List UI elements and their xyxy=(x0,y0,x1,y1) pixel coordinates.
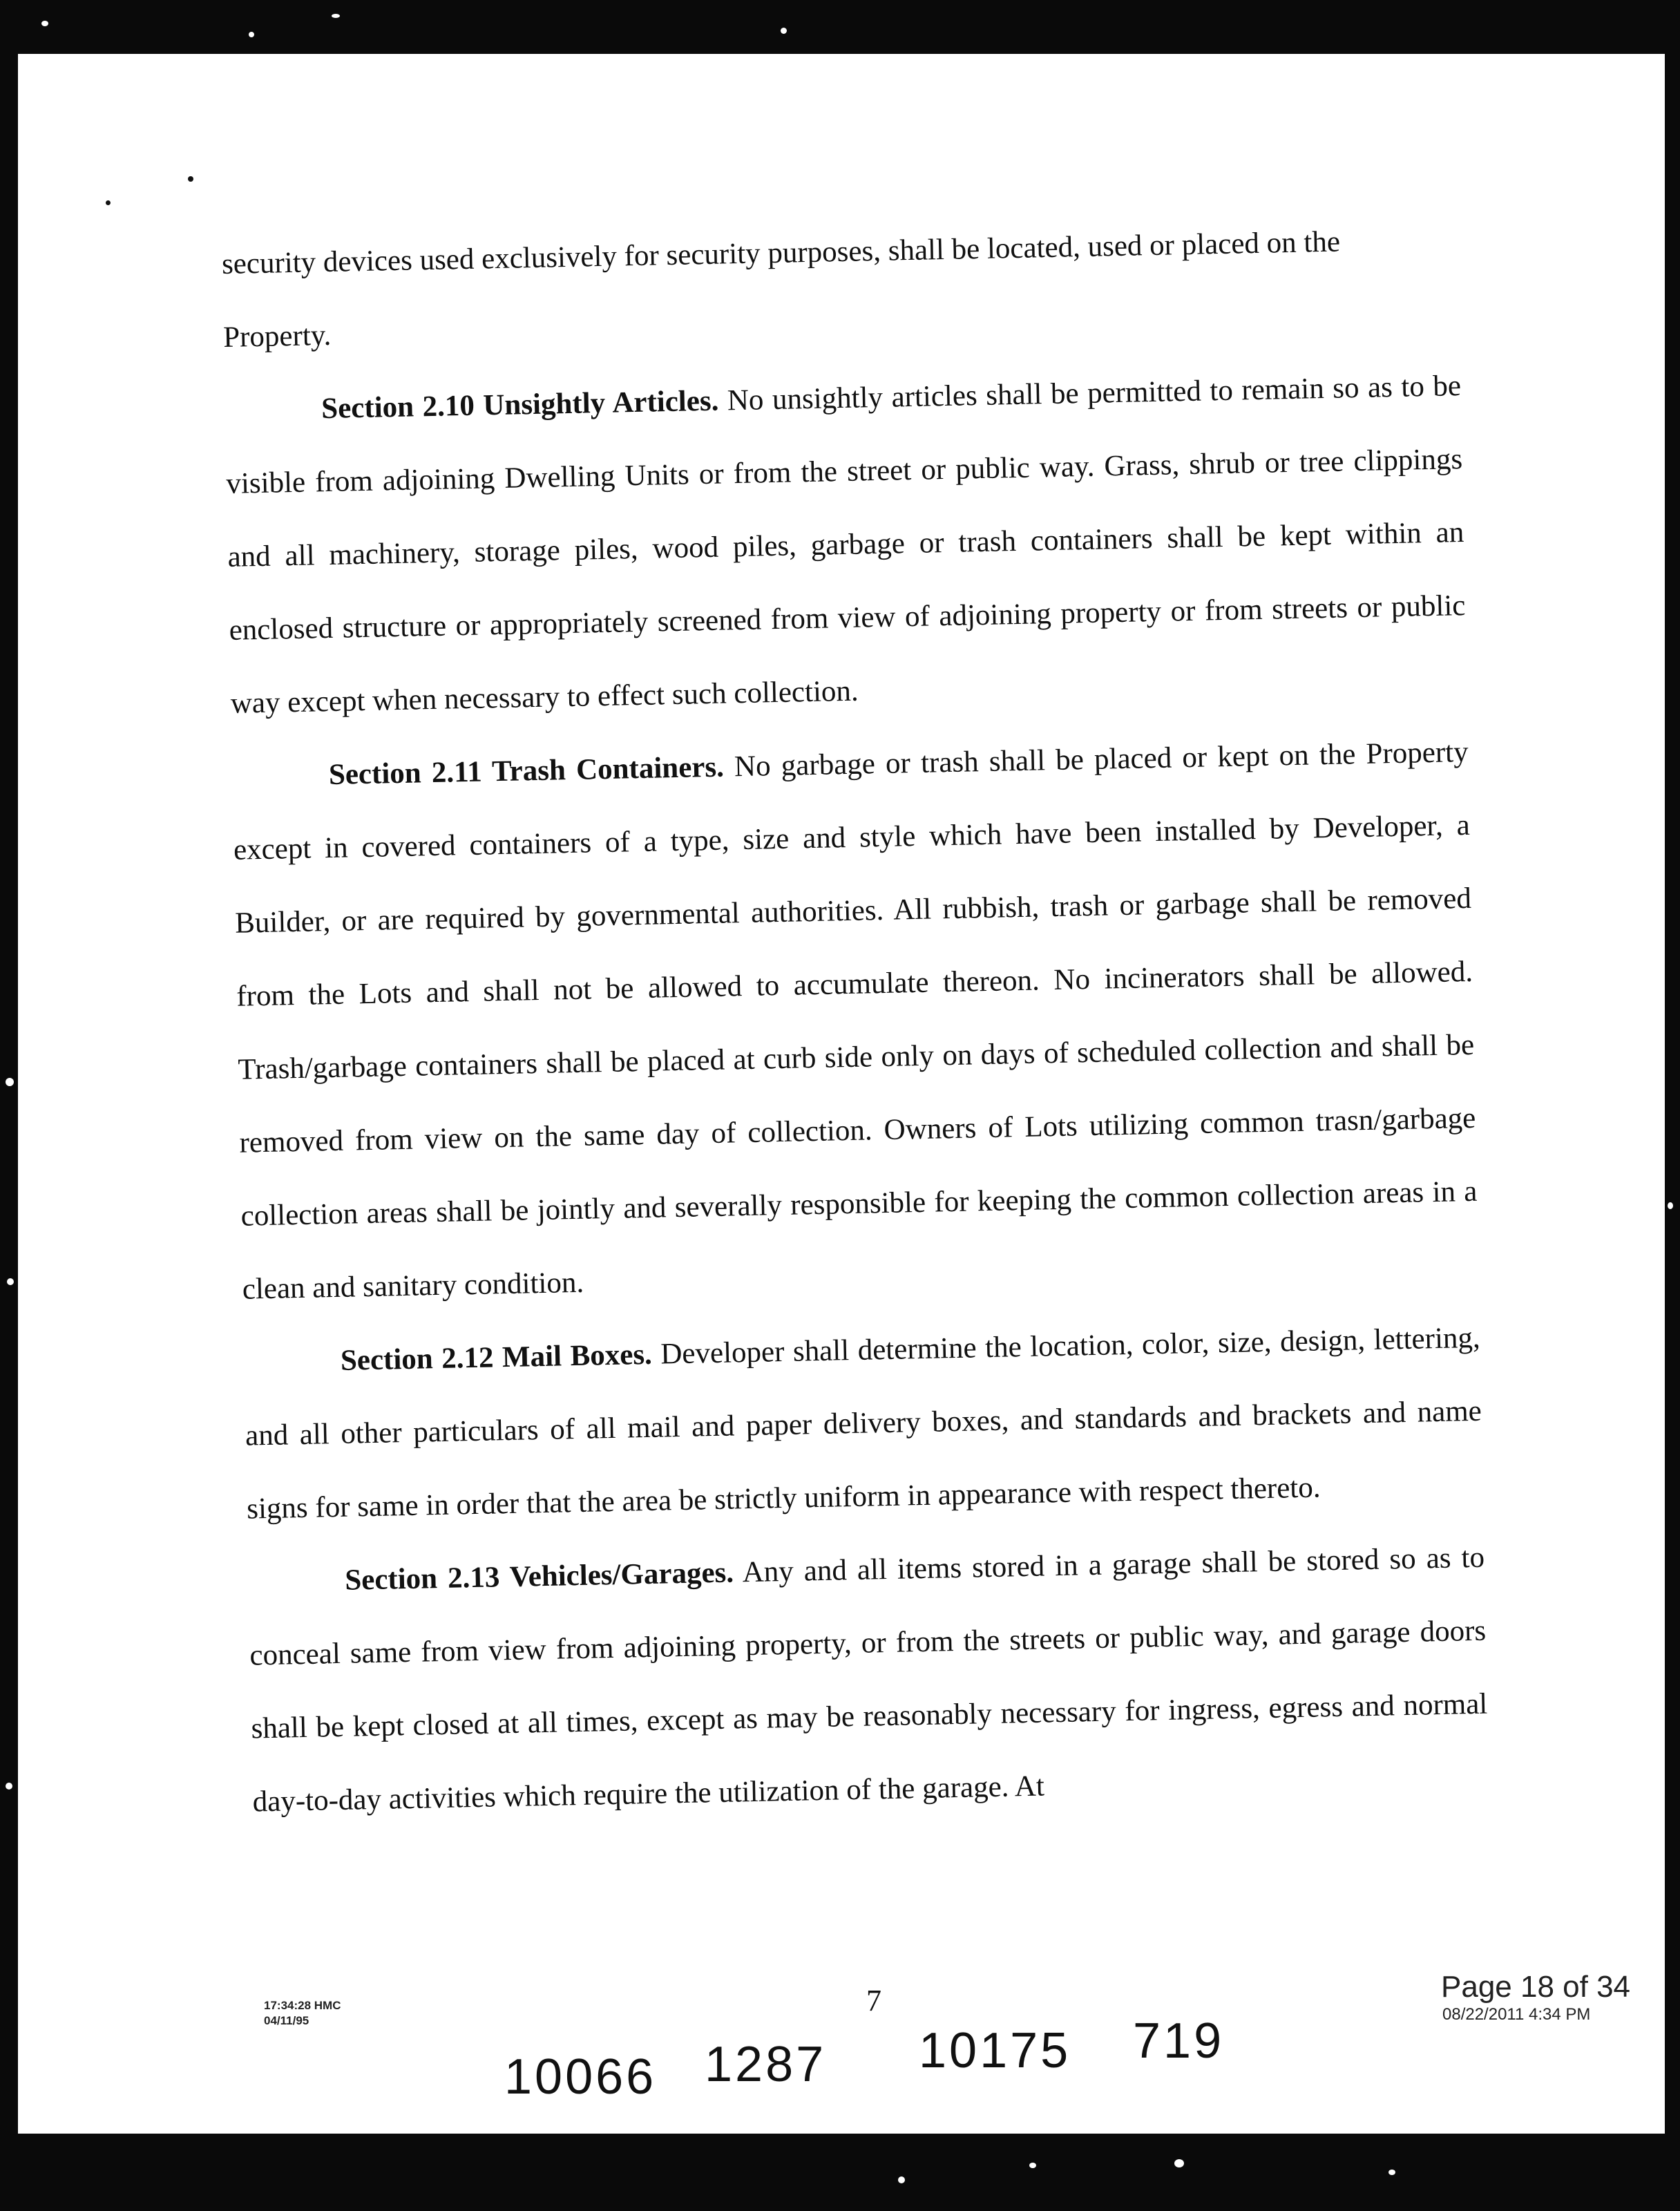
scan-speck xyxy=(41,21,48,26)
reference-number: 719 xyxy=(1133,2013,1225,2069)
section-text: Developer shall determine the location, color, size, design, lettering, and all other particulars of all mail and paper delivery boxes, and standards and brackets and name signs for same in order that the area be strictly uniform in appearance with respect thereto. xyxy=(245,1321,1482,1526)
scan-speck xyxy=(6,1783,12,1790)
continuation-line: security devices used exclusively for security purposes, shall be located, used or placed on the xyxy=(221,225,1341,281)
section-text: No unsightly articles shall be permitted to remain so as to be visible from adjoining Dwelling Units or from the street or public way. Grass, shrub or tree clippings and all machinery, storage piles, wood piles, garbage or trash containers shall be kept within an enclosed structure or appropriately screened from view of adjoining property or from streets or public way except when necessary to effect such collection. xyxy=(225,370,1466,720)
scan-speck xyxy=(1029,2163,1036,2168)
scan-speck xyxy=(106,200,111,205)
page-stamp xyxy=(1441,1969,1630,2024)
document-code-line: 04/11/95 xyxy=(264,2014,309,2027)
scan-speck xyxy=(1668,1202,1673,1209)
page-number: 7 xyxy=(866,1984,881,2018)
section-2-13 xyxy=(247,1521,1489,1839)
scan-speck xyxy=(6,1078,14,1086)
section-2-12 xyxy=(243,1302,1484,1546)
scan-speck xyxy=(188,176,193,182)
scan-border-bottom xyxy=(0,2134,1680,2211)
reference-number: 1287 xyxy=(705,2037,827,2092)
page-stamp-label: Page 18 of 34 xyxy=(1441,1970,1631,2004)
section-text: No garbage or trash shall be placed or kept on the Property except in covered containers of a type, size and style which have been installed by Developer, a Builder, or are required by governmental authorities. All rubbish, trash or garbage shall be removed from the Lots and shall not be allowed to accumulate thereon. No incinerators shall be allowed. Trash/garbage containers shall be placed at curb side only on days of scheduled collection and shall be removed from view on the same day of collection. Owners of Lots utilizing common trasn/garbage collection areas shall be jointly and severally responsible for keeping the common collection areas in a clean and sanitary condition. xyxy=(233,735,1478,1306)
body-text xyxy=(221,203,1489,1839)
scan-speck xyxy=(332,14,340,18)
scan-border-top xyxy=(0,0,1680,54)
scan-speck xyxy=(1174,2159,1184,2167)
section-text: Any and all items stored in a garage shall be stored so as to conceal same from view from adjoining property, or from the streets or public way, and garage doors shall be kept closed at all times, except as may be reasonably necessary for ingress, egress and normal day-to-day activities which require the utilization of the garage. At xyxy=(249,1541,1488,1819)
document-code xyxy=(264,1998,341,2029)
page-stamp-date: 08/22/2011 4:34 PM xyxy=(1442,2005,1591,2024)
scan-speck xyxy=(898,2176,905,2183)
scan-speck xyxy=(781,28,787,34)
scan-speck xyxy=(1388,2170,1395,2175)
section-heading: Section 2.10 Unsightly Articles. xyxy=(321,384,719,426)
section-heading: Section 2.12 Mail Boxes. xyxy=(340,1338,653,1377)
scan-speck xyxy=(7,1278,14,1285)
section-heading: Section 2.11 Trash Containers. xyxy=(328,750,725,792)
scan-border-right xyxy=(1665,0,1680,2211)
continuation-line: Property. xyxy=(222,319,332,354)
section-heading: Section 2.13 Vehicles/Garages. xyxy=(344,1556,734,1597)
section-2-10 xyxy=(224,350,1467,741)
scan-speck xyxy=(249,32,254,37)
reference-number: 10066 xyxy=(504,2049,657,2105)
section-2-11 xyxy=(231,716,1480,1327)
document-code-line: 17:34:28 HMC xyxy=(264,1999,341,2012)
scan-border-left xyxy=(0,0,18,2211)
reference-number: 10175 xyxy=(919,2023,1071,2078)
